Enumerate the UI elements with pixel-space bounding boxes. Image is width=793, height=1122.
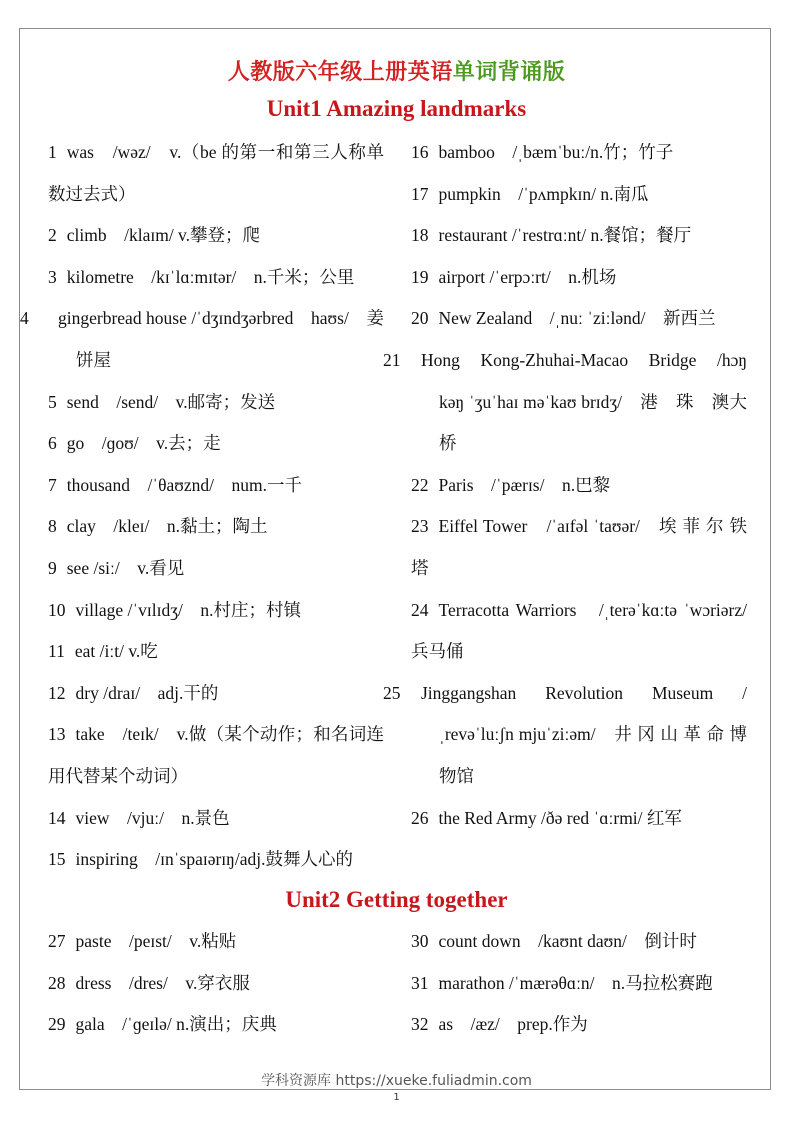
unit2-right-column bbox=[411, 921, 747, 1046]
vocab-entry: 30 count down /kaʊnt daʊn/ 倒计时 bbox=[411, 931, 697, 951]
vocab-entry: 18 restaurant /ˈrestrɑːnt/ n.餐馆；餐厅 bbox=[411, 225, 692, 246]
vocab-entry: 6 go /ɡoʊ/ v.去；走 bbox=[48, 433, 221, 454]
vocab-entry: 17 pumpkin /ˈpʌmpkɪn/ n.南瓜 bbox=[411, 183, 649, 204]
unit1-left-column bbox=[20, 132, 384, 881]
vocab-entry: 10 village /ˈvɪlɪdʒ/ n.村庄；村镇 bbox=[48, 599, 302, 620]
vocab-entry: 26 the Red Army /ðə red ˈɑːrmi/ 红军 bbox=[411, 807, 682, 828]
unit1-right-column bbox=[383, 132, 765, 839]
vocab-entry: 22 Paris /ˈpærɪs/ n.巴黎 bbox=[411, 474, 611, 495]
vocab-entry: 32 as /æz/ prep.作为 bbox=[411, 1014, 588, 1035]
vocab-entry: 16 bamboo /ˌbæmˈbuː/n.竹；竹子 bbox=[411, 142, 674, 162]
title-part-2: 单词背诵版 bbox=[452, 60, 566, 85]
vocab-entry: 20 New Zealand /ˌnuː ˈziːlənd/ 新西兰 bbox=[411, 308, 716, 329]
vocab-entry: 19 airport /ˈerpɔːrt/ n.机场 bbox=[411, 266, 617, 287]
vocab-entry: 31 marathon /ˈmærəθɑːn/ n.马拉松赛跑 bbox=[411, 972, 713, 993]
vocab-entry: 8 clay /kleɪ/ n.黏土；陶土 bbox=[48, 516, 268, 537]
vocab-entry: 23 Eiffel Tower /ˈaɪfəl ˈtaʊər/ 埃 菲 尔 铁 塔 bbox=[411, 516, 747, 578]
title-part-1: 人教版六年级上册英语 bbox=[227, 60, 453, 85]
vocab-entry: 13 take /teɪk/ v.做（某个动作；和名词连用代替某个动词） bbox=[48, 724, 384, 786]
vocab-entry: 14 view /vjuː/ n.景色 bbox=[48, 807, 230, 828]
vocab-entry: 28 dress /dres/ v.穿衣服 bbox=[48, 972, 250, 993]
vocab-entry: 25 Jinggangshan Revolution Museum /ˌrevəˈluːʃn mjuˈziːəm/ 井 冈 山 革 命 博物馆 bbox=[383, 682, 747, 786]
document-title bbox=[0, 55, 793, 86]
page-number: 1 bbox=[393, 1092, 400, 1103]
vocab-entry: 7 thousand /ˈθaʊznd/ num.一千 bbox=[48, 474, 302, 495]
vocab-entry: 2 climb /klaɪm/ v.攀登；爬 bbox=[48, 225, 261, 246]
vocab-entry: 21 Hong Kong-Zhuhai-Macao Bridge /hɔŋ kəŋ ˈʒuˈhaɪ məˈkaʊ brɪdʒ/ 港 珠 澳大桥 bbox=[383, 349, 747, 454]
vocab-entry: 29 gala /ˈɡeɪlə/ n.演出；庆典 bbox=[48, 1014, 277, 1035]
vocab-entry: 15 inspiring /ɪnˈspaɪərɪŋ/adj.鼓舞人心的 bbox=[48, 849, 353, 870]
vocab-entry: 1 was /wəz/ v.（be 的第一和第三人称单数过去式） bbox=[48, 142, 384, 204]
vocab-entry: 27 paste /peɪst/ v.粘贴 bbox=[48, 931, 237, 951]
vocab-entry: 9 see /siː/ v.看见 bbox=[48, 557, 185, 578]
vocab-entry: 5 send /send/ v.邮寄；发送 bbox=[48, 391, 276, 412]
unit2-heading: Unit2 Getting together bbox=[285, 887, 508, 912]
vocab-entry: 12 dry /draɪ/ adj.干的 bbox=[48, 682, 219, 703]
footer-watermark: 学科资源库 https://xueke.fuliadmin.com bbox=[261, 1073, 532, 1089]
vocab-entry: 4 gingerbread house /ˈdʒɪndʒərbred haʊs/ 姜饼屋 bbox=[20, 308, 384, 370]
vocab-entry: 3 kilometre /kɪˈlɑːmɪtər/ n.千米；公里 bbox=[48, 266, 355, 287]
vocab-entry: 11 eat /iːt/ v.吃 bbox=[48, 641, 158, 662]
unit1-heading: Unit1 Amazing landmarks bbox=[266, 96, 527, 121]
vocab-entry: 24 Terracotta Warriors /ˌterəˈkɑːtə ˈwɔriərz/ 兵马俑 bbox=[411, 599, 765, 662]
unit2-left-column bbox=[48, 921, 384, 1046]
